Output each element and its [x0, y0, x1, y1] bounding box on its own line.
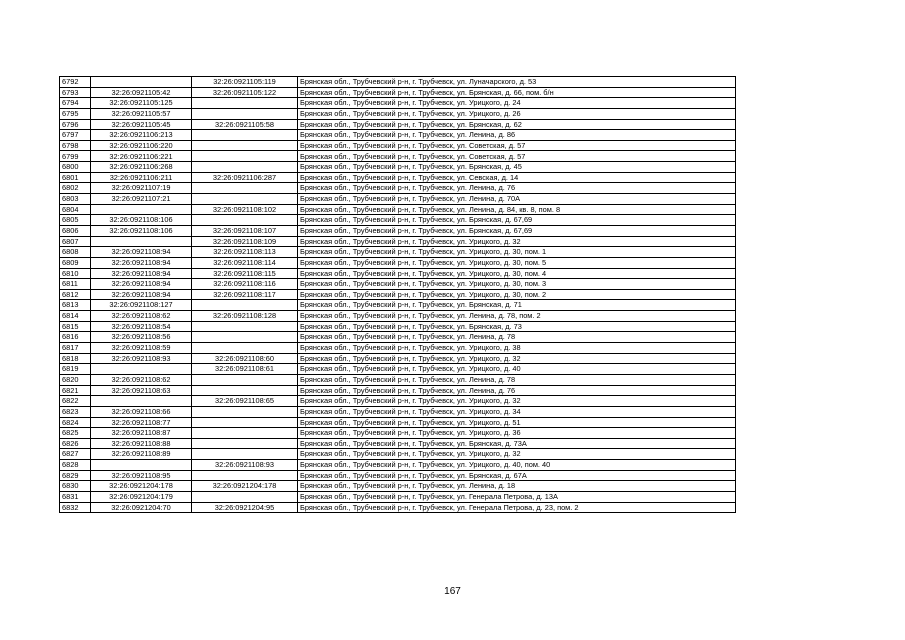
cadastral-number-cell: 32:26:0921106:211	[91, 172, 192, 183]
row-number-cell: 6803	[60, 194, 91, 205]
building-number-cell	[192, 130, 298, 141]
table-row	[60, 87, 736, 98]
table-row	[60, 406, 736, 417]
row-number-cell: 6796	[60, 119, 91, 130]
address-cell: Брянская обл., Трубчевский р-н, г. Трубчевск, ул. Ленина, д. 78	[298, 374, 736, 385]
cadastral-number-cell: 32:26:0921108:127	[91, 300, 192, 311]
address-cell: Брянская обл., Трубчевский р-н, г. Трубчевск, ул. Брянская, д. 66, пом. б/н	[298, 87, 736, 98]
address-cell: Брянская обл., Трубчевский р-н, г. Трубчевск, ул. Ленина, д. 18	[298, 481, 736, 492]
cadastral-number-cell: 32:26:0921108:87	[91, 428, 192, 439]
cadastral-number-cell: 32:26:0921108:93	[91, 353, 192, 364]
row-number-cell: 6823	[60, 406, 91, 417]
cadastral-number-cell: 32:26:0921107:19	[91, 183, 192, 194]
row-number-cell: 6802	[60, 183, 91, 194]
building-number-cell: 32:26:0921105:58	[192, 119, 298, 130]
building-number-cell: 32:26:0921108:60	[192, 353, 298, 364]
building-number-cell: 32:26:0921108:109	[192, 236, 298, 247]
table-row	[60, 108, 736, 119]
building-number-cell	[192, 428, 298, 439]
row-number-cell: 6811	[60, 279, 91, 290]
row-number-cell: 6801	[60, 172, 91, 183]
address-cell: Брянская обл., Трубчевский р-н, г. Трубчевск, ул. Брянская, д. 73	[298, 321, 736, 332]
row-number-cell: 6806	[60, 225, 91, 236]
address-cell: Брянская обл., Трубчевский р-н, г. Трубчевск, ул. Брянская, д. 73А	[298, 438, 736, 449]
cadastral-number-cell: 32:26:0921106:268	[91, 162, 192, 173]
address-cell: Брянская обл., Трубчевский р-н, г. Трубчевск, ул. Генерала Петрова, д. 13А	[298, 491, 736, 502]
table-row	[60, 130, 736, 141]
building-number-cell: 32:26:0921108:117	[192, 289, 298, 300]
address-cell: Брянская обл., Трубчевский р-н, г. Трубчевск, ул. Генерала Петрова, д. 23, пом. 2	[298, 502, 736, 513]
building-number-cell: 32:26:0921108:61	[192, 364, 298, 375]
row-number-cell: 6818	[60, 353, 91, 364]
address-cell: Брянская обл., Трубчевский р-н, г. Трубчевск, ул. Урицкого, д. 32	[298, 353, 736, 364]
row-number-cell: 6829	[60, 470, 91, 481]
row-number-cell: 6815	[60, 321, 91, 332]
address-cell: Брянская обл., Трубчевский р-н, г. Трубчевск, ул. Брянская, д. 62	[298, 119, 736, 130]
row-number-cell: 6812	[60, 289, 91, 300]
table-row	[60, 151, 736, 162]
row-number-cell: 6827	[60, 449, 91, 460]
table-row	[60, 257, 736, 268]
address-cell: Брянская обл., Трубчевский р-н, г. Трубчевск, ул. Ленина, д. 76	[298, 385, 736, 396]
table-row	[60, 396, 736, 407]
cadastral-number-cell: 32:26:0921106:220	[91, 140, 192, 151]
table-row	[60, 236, 736, 247]
row-number-cell: 6821	[60, 385, 91, 396]
table-row	[60, 172, 736, 183]
table-row	[60, 289, 736, 300]
building-number-cell: 32:26:0921105:119	[192, 77, 298, 88]
address-cell: Брянская обл., Трубчевский р-н, г. Трубчевск, ул. Урицкого, д. 24	[298, 98, 736, 109]
cadastral-number-cell: 32:26:0921106:213	[91, 130, 192, 141]
row-number-cell: 6807	[60, 236, 91, 247]
row-number-cell: 6831	[60, 491, 91, 502]
cadastral-number-cell: 32:26:0921105:45	[91, 119, 192, 130]
building-number-cell	[192, 343, 298, 354]
table-row	[60, 343, 736, 354]
cadastral-number-cell: 32:26:0921107:21	[91, 194, 192, 205]
table-row	[60, 98, 736, 109]
building-number-cell: 32:26:0921108:114	[192, 257, 298, 268]
cadastral-number-cell	[91, 364, 192, 375]
building-number-cell	[192, 438, 298, 449]
registry-table-body	[60, 77, 736, 513]
address-cell: Брянская обл., Трубчевский р-н, г. Трубчевск, ул. Ленина, д. 78, пом. 2	[298, 311, 736, 322]
table-row	[60, 311, 736, 322]
building-number-cell: 32:26:0921108:93	[192, 460, 298, 471]
building-number-cell: 32:26:0921108:116	[192, 279, 298, 290]
registry-table	[59, 76, 736, 513]
address-cell: Брянская обл., Трубчевский р-н, г. Трубчевск, ул. Брянская, д. 67,69	[298, 215, 736, 226]
row-number-cell: 6832	[60, 502, 91, 513]
address-cell: Брянская обл., Трубчевский р-н, г. Трубчевск, ул. Урицкого, д. 36	[298, 428, 736, 439]
table-row	[60, 332, 736, 343]
table-row	[60, 491, 736, 502]
building-number-cell: 32:26:0921108:113	[192, 247, 298, 258]
cadastral-number-cell	[91, 204, 192, 215]
cadastral-number-cell: 32:26:0921108:63	[91, 385, 192, 396]
row-number-cell: 6825	[60, 428, 91, 439]
table-row	[60, 385, 736, 396]
row-number-cell: 6826	[60, 438, 91, 449]
table-row	[60, 162, 736, 173]
address-cell: Брянская обл., Трубчевский р-н, г. Трубчевск, ул. Севская, д. 14	[298, 172, 736, 183]
cadastral-number-cell: 32:26:0921105:57	[91, 108, 192, 119]
table-row	[60, 364, 736, 375]
building-number-cell	[192, 215, 298, 226]
cadastral-number-cell: 32:26:0921108:94	[91, 247, 192, 258]
table-row	[60, 247, 736, 258]
address-cell: Брянская обл., Трубчевский р-н, г. Трубчевск, ул. Брянская, д. 45	[298, 162, 736, 173]
address-cell: Брянская обл., Трубчевский р-н, г. Трубчевск, ул. Урицкого, д. 32	[298, 449, 736, 460]
table-row	[60, 353, 736, 364]
table-row	[60, 470, 736, 481]
address-cell: Брянская обл., Трубчевский р-н, г. Трубчевск, ул. Советская, д. 57	[298, 140, 736, 151]
address-cell: Брянская обл., Трубчевский р-н, г. Трубчевск, ул. Урицкого, д. 34	[298, 406, 736, 417]
cadastral-number-cell: 32:26:0921108:56	[91, 332, 192, 343]
building-number-cell: 32:26:0921108:102	[192, 204, 298, 215]
building-number-cell	[192, 162, 298, 173]
table-row	[60, 194, 736, 205]
building-number-cell	[192, 183, 298, 194]
cadastral-number-cell: 32:26:0921108:54	[91, 321, 192, 332]
table-row	[60, 502, 736, 513]
row-number-cell: 6819	[60, 364, 91, 375]
building-number-cell: 32:26:0921108:107	[192, 225, 298, 236]
table-row	[60, 481, 736, 492]
building-number-cell	[192, 194, 298, 205]
row-number-cell: 6830	[60, 481, 91, 492]
row-number-cell: 6805	[60, 215, 91, 226]
row-number-cell: 6828	[60, 460, 91, 471]
building-number-cell: 32:26:0921105:122	[192, 87, 298, 98]
address-cell: Брянская обл., Трубчевский р-н, г. Трубчевск, ул. Урицкого, д. 30, пом. 5	[298, 257, 736, 268]
cadastral-number-cell: 32:26:0921204:178	[91, 481, 192, 492]
building-number-cell	[192, 385, 298, 396]
row-number-cell: 6824	[60, 417, 91, 428]
address-cell: Брянская обл., Трубчевский р-н, г. Трубчевск, ул. Урицкого, д. 30, пом. 4	[298, 268, 736, 279]
cadastral-number-cell: 32:26:0921108:62	[91, 311, 192, 322]
building-number-cell: 32:26:0921108:115	[192, 268, 298, 279]
address-cell: Брянская обл., Трубчевский р-н, г. Трубчевск, ул. Ленина, д. 86	[298, 130, 736, 141]
building-number-cell	[192, 98, 298, 109]
building-number-cell	[192, 108, 298, 119]
table-row	[60, 374, 736, 385]
cadastral-number-cell: 32:26:0921108:89	[91, 449, 192, 460]
cadastral-number-cell: 32:26:0921108:94	[91, 268, 192, 279]
cadastral-number-cell: 32:26:0921108:62	[91, 374, 192, 385]
row-number-cell: 6793	[60, 87, 91, 98]
cadastral-number-cell: 32:26:0921108:106	[91, 225, 192, 236]
table-row	[60, 268, 736, 279]
address-cell: Брянская обл., Трубчевский р-н, г. Трубчевск, ул. Урицкого, д. 30, пом. 2	[298, 289, 736, 300]
table-row	[60, 119, 736, 130]
address-cell: Брянская обл., Трубчевский р-н, г. Трубчевск, ул. Урицкого, д. 30, пом. 3	[298, 279, 736, 290]
table-row	[60, 204, 736, 215]
table-row	[60, 77, 736, 88]
cadastral-number-cell: 32:26:0921108:95	[91, 470, 192, 481]
address-cell: Брянская обл., Трубчевский р-н, г. Трубчевск, ул. Урицкого, д. 40, пом. 40	[298, 460, 736, 471]
table-row	[60, 449, 736, 460]
address-cell: Брянская обл., Трубчевский р-н, г. Трубчевск, ул. Урицкого, д. 30, пом. 1	[298, 247, 736, 258]
cadastral-number-cell: 32:26:0921105:42	[91, 87, 192, 98]
row-number-cell: 6794	[60, 98, 91, 109]
address-cell: Брянская обл., Трубчевский р-н, г. Трубчевск, ул. Советская, д. 57	[298, 151, 736, 162]
cadastral-number-cell: 32:26:0921108:77	[91, 417, 192, 428]
cadastral-number-cell	[91, 460, 192, 471]
building-number-cell	[192, 491, 298, 502]
cadastral-number-cell	[91, 77, 192, 88]
row-number-cell: 6817	[60, 343, 91, 354]
building-number-cell: 32:26:0921204:178	[192, 481, 298, 492]
row-number-cell: 6795	[60, 108, 91, 119]
row-number-cell: 6813	[60, 300, 91, 311]
cadastral-number-cell: 32:26:0921108:59	[91, 343, 192, 354]
table-row	[60, 417, 736, 428]
building-number-cell	[192, 406, 298, 417]
table-row	[60, 140, 736, 151]
cadastral-number-cell	[91, 396, 192, 407]
row-number-cell: 6792	[60, 77, 91, 88]
cadastral-number-cell: 32:26:0921108:66	[91, 406, 192, 417]
table-row	[60, 183, 736, 194]
address-cell: Брянская обл., Трубчевский р-н, г. Трубчевск, ул. Урицкого, д. 40	[298, 364, 736, 375]
cadastral-number-cell: 32:26:0921108:94	[91, 279, 192, 290]
address-cell: Брянская обл., Трубчевский р-н, г. Трубчевск, ул. Урицкого, д. 32	[298, 236, 736, 247]
building-number-cell: 32:26:0921106:287	[192, 172, 298, 183]
address-cell: Брянская обл., Трубчевский р-н, г. Трубчевск, ул. Урицкого, д. 26	[298, 108, 736, 119]
row-number-cell: 6820	[60, 374, 91, 385]
table-row	[60, 279, 736, 290]
address-cell: Брянская обл., Трубчевский р-н, г. Трубчевск, ул. Урицкого, д. 51	[298, 417, 736, 428]
table-row	[60, 460, 736, 471]
building-number-cell	[192, 332, 298, 343]
building-number-cell	[192, 321, 298, 332]
cadastral-number-cell: 32:26:0921106:221	[91, 151, 192, 162]
row-number-cell: 6810	[60, 268, 91, 279]
address-cell: Брянская обл., Трубчевский р-н, г. Трубчевск, ул. Ленина, д. 76	[298, 183, 736, 194]
building-number-cell: 32:26:0921108:65	[192, 396, 298, 407]
building-number-cell: 32:26:0921204:95	[192, 502, 298, 513]
cadastral-number-cell	[91, 236, 192, 247]
cadastral-number-cell: 32:26:0921204:179	[91, 491, 192, 502]
building-number-cell	[192, 470, 298, 481]
cadastral-number-cell: 32:26:0921105:125	[91, 98, 192, 109]
table-row	[60, 321, 736, 332]
page-number: 167	[444, 586, 461, 597]
row-number-cell: 6804	[60, 204, 91, 215]
cadastral-number-cell: 32:26:0921108:88	[91, 438, 192, 449]
table-row	[60, 428, 736, 439]
address-cell: Брянская обл., Трубчевский р-н, г. Трубчевск, ул. Ленина, д. 84, кв. 8, пом. 8	[298, 204, 736, 215]
table-row	[60, 300, 736, 311]
address-cell: Брянская обл., Трубчевский р-н, г. Трубчевск, ул. Луначарского, д. 53	[298, 77, 736, 88]
row-number-cell: 6809	[60, 257, 91, 268]
row-number-cell: 6798	[60, 140, 91, 151]
building-number-cell	[192, 300, 298, 311]
table-row	[60, 438, 736, 449]
row-number-cell: 6816	[60, 332, 91, 343]
row-number-cell: 6808	[60, 247, 91, 258]
address-cell: Брянская обл., Трубчевский р-н, г. Трубчевск, ул. Брянская, д. 67,69	[298, 225, 736, 236]
address-cell: Брянская обл., Трубчевский р-н, г. Трубчевск, ул. Урицкого, д. 32	[298, 396, 736, 407]
address-cell: Брянская обл., Трубчевский р-н, г. Трубчевск, ул. Брянская, д. 71	[298, 300, 736, 311]
address-cell: Брянская обл., Трубчевский р-н, г. Трубчевск, ул. Брянская, д. 67А	[298, 470, 736, 481]
building-number-cell: 32:26:0921108:128	[192, 311, 298, 322]
cadastral-number-cell: 32:26:0921204:70	[91, 502, 192, 513]
cadastral-number-cell: 32:26:0921108:106	[91, 215, 192, 226]
table-row	[60, 225, 736, 236]
building-number-cell	[192, 140, 298, 151]
row-number-cell: 6799	[60, 151, 91, 162]
row-number-cell: 6800	[60, 162, 91, 173]
address-cell: Брянская обл., Трубчевский р-н, г. Трубчевск, ул. Ленина, д. 78	[298, 332, 736, 343]
building-number-cell	[192, 417, 298, 428]
cadastral-number-cell: 32:26:0921108:94	[91, 257, 192, 268]
cadastral-number-cell: 32:26:0921108:94	[91, 289, 192, 300]
row-number-cell: 6797	[60, 130, 91, 141]
address-cell: Брянская обл., Трубчевский р-н, г. Трубчевск, ул. Урицкого, д. 38	[298, 343, 736, 354]
row-number-cell: 6814	[60, 311, 91, 322]
row-number-cell: 6822	[60, 396, 91, 407]
building-number-cell	[192, 449, 298, 460]
building-number-cell	[192, 151, 298, 162]
table-row	[60, 215, 736, 226]
building-number-cell	[192, 374, 298, 385]
address-cell: Брянская обл., Трубчевский р-н, г. Трубчевск, ул. Ленина, д. 70А	[298, 194, 736, 205]
